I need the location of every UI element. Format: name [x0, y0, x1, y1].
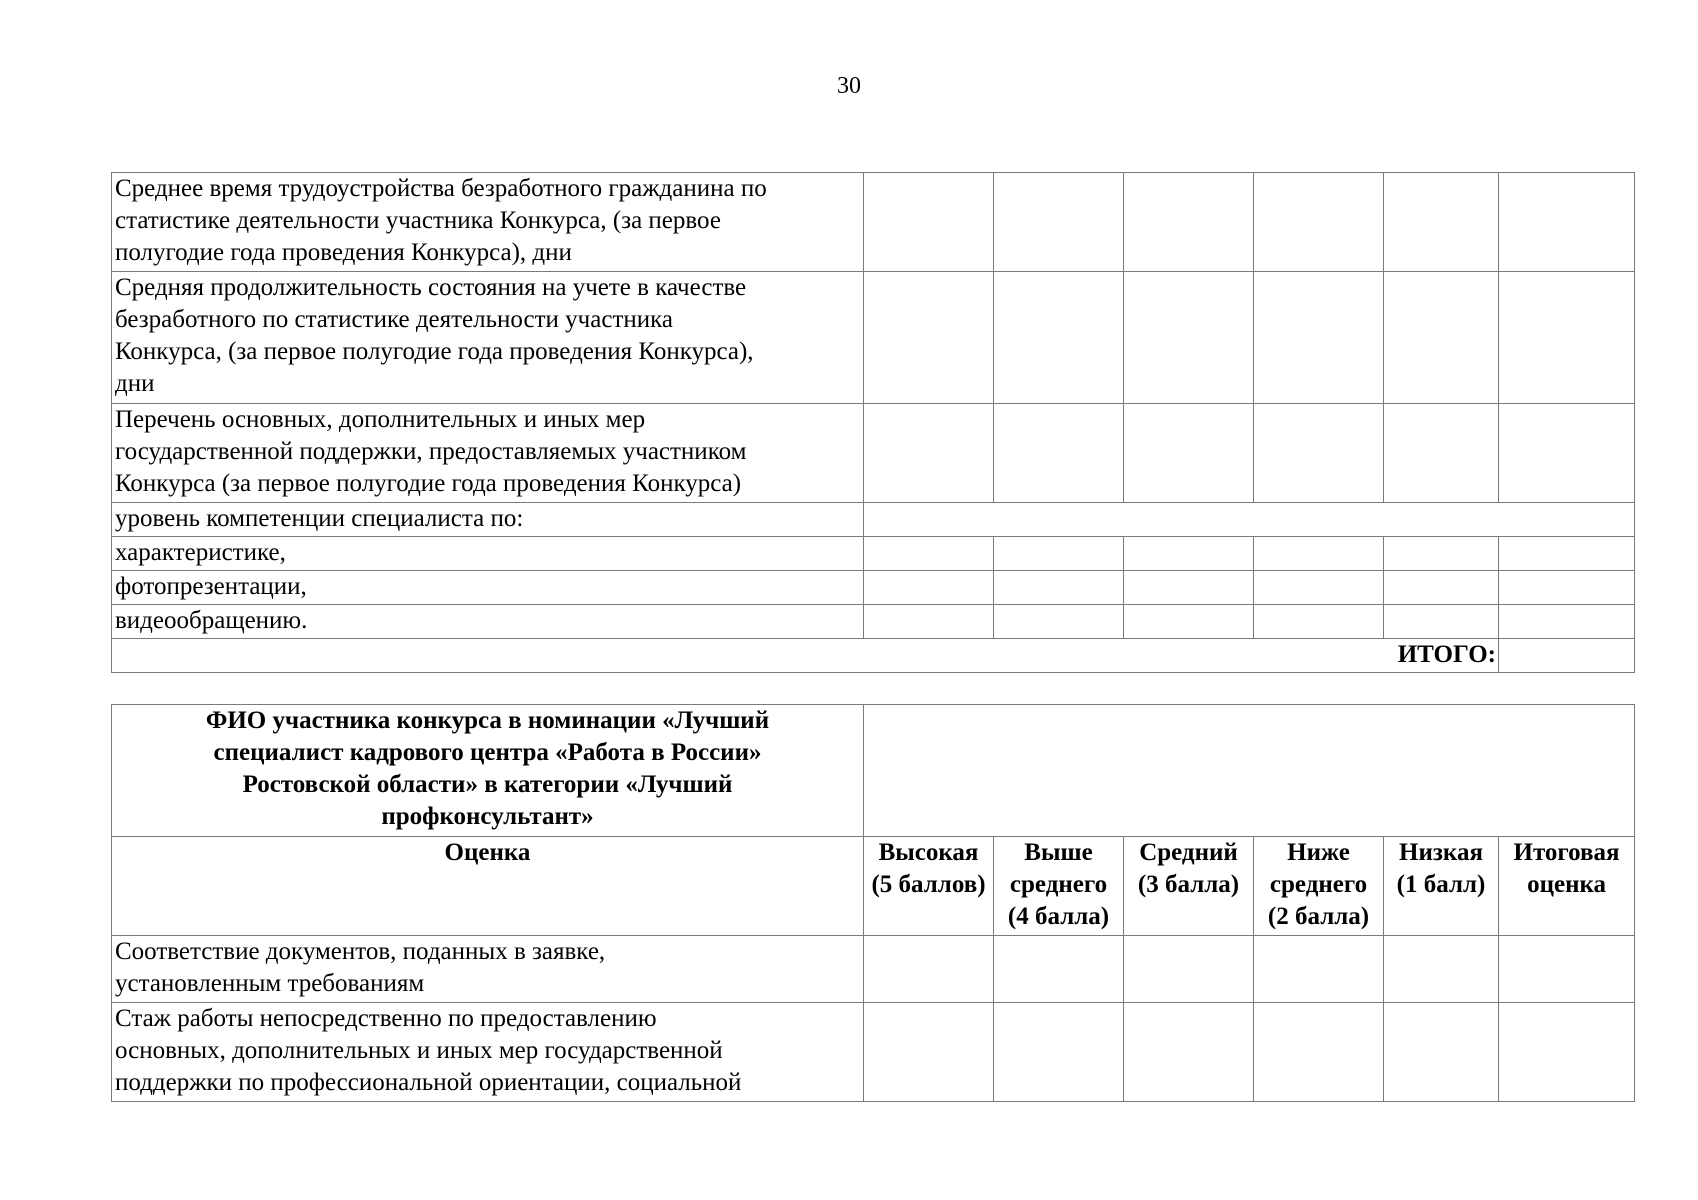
table-row: [112, 605, 1635, 639]
table-row: [112, 537, 1635, 571]
table-row: [112, 404, 1635, 503]
table-header-row: [112, 837, 1635, 936]
score-cell[interactable]: [1254, 605, 1384, 639]
score-cell[interactable]: [1124, 537, 1254, 571]
criterion-cell: Стаж работы непосредственно по предоставлению основных, дополнительных и иных мер государственной поддержки по профессиональной ориентации, социальной: [112, 1003, 864, 1102]
table-row: [112, 639, 1635, 673]
score-cell[interactable]: [994, 272, 1124, 404]
score-cell[interactable]: [994, 404, 1124, 503]
column-header-low: Низкая (1 балл): [1384, 837, 1499, 936]
score-cell[interactable]: [1124, 272, 1254, 404]
score-cell[interactable]: [1384, 537, 1499, 571]
score-cell[interactable]: [994, 936, 1124, 1003]
criterion-cell: Средняя продолжительность состояния на учете в качестве безработного по статистике деятельности участника Конкурса, (за первое полугодие года проведения Конкурса), дни: [112, 272, 864, 404]
score-cell[interactable]: [994, 537, 1124, 571]
column-header-high: Высокая (5 баллов): [864, 837, 994, 936]
total-score-cell[interactable]: [1499, 936, 1635, 1003]
score-cell[interactable]: [1254, 571, 1384, 605]
criterion-cell: Среднее время трудоустройства безработного гражданина по статистике деятельности участника Конкурса, (за первое полугодие года проведения Конкурса), дни: [112, 173, 864, 272]
table-row: [112, 936, 1635, 1003]
total-label: ИТОГО:: [112, 639, 1499, 673]
score-label: Оценка: [112, 837, 864, 936]
table-row: [112, 1003, 1635, 1102]
score-cell[interactable]: [994, 571, 1124, 605]
score-cell[interactable]: [1254, 404, 1384, 503]
criterion-cell: Перечень основных, дополнительных и иных мер государственной поддержки, предоставляемых участником Конкурса (за первое полугодие года проведения Конкурса): [112, 404, 864, 503]
score-cell[interactable]: [1124, 605, 1254, 639]
score-cell[interactable]: [1384, 272, 1499, 404]
score-cell[interactable]: [1254, 173, 1384, 272]
table-row: [112, 571, 1635, 605]
table-row: [112, 173, 1635, 272]
competence-item: видеообращению.: [112, 605, 864, 639]
criterion-cell: Соответствие документов, поданных в заявке, установленным требованиям: [112, 936, 864, 1003]
score-cell[interactable]: [864, 571, 994, 605]
score-cell[interactable]: [1124, 571, 1254, 605]
score-cell[interactable]: [864, 605, 994, 639]
score-cell[interactable]: [1124, 1003, 1254, 1102]
total-score-cell[interactable]: [1499, 173, 1635, 272]
score-cell[interactable]: [1384, 173, 1499, 272]
score-cell[interactable]: [1124, 936, 1254, 1003]
nomination-header: ФИО участника конкурса в номинации «Лучший специалист кадрового центра «Работа в России» Ростовской области» в категории «Лучший профконсультант»: [112, 705, 864, 837]
score-cell[interactable]: [994, 605, 1124, 639]
total-score-cell[interactable]: [1499, 571, 1635, 605]
total-score-cell[interactable]: [1499, 605, 1635, 639]
score-cell[interactable]: [1254, 1003, 1384, 1102]
grand-total-cell[interactable]: [1499, 639, 1635, 673]
score-cell[interactable]: [864, 404, 994, 503]
score-cell[interactable]: [1254, 272, 1384, 404]
column-header-above-average: Выше среднего (4 балла): [994, 837, 1124, 936]
score-cell[interactable]: [1254, 936, 1384, 1003]
competence-label: уровень компетенции специалиста по:: [112, 503, 864, 537]
empty-merged-cell: [864, 503, 1635, 537]
score-cell[interactable]: [1384, 1003, 1499, 1102]
table-row: [112, 503, 1635, 537]
evaluation-table-2: [111, 704, 1635, 1102]
participant-name-cell[interactable]: [864, 705, 1635, 837]
score-cell[interactable]: [864, 537, 994, 571]
competence-item: фотопрезентации,: [112, 571, 864, 605]
score-cell[interactable]: [864, 272, 994, 404]
total-score-cell[interactable]: [1499, 537, 1635, 571]
evaluation-table-1: [111, 172, 1635, 673]
score-cell[interactable]: [1124, 404, 1254, 503]
table-row: [112, 272, 1635, 404]
score-cell[interactable]: [994, 1003, 1124, 1102]
score-cell[interactable]: [1384, 605, 1499, 639]
score-cell[interactable]: [1384, 571, 1499, 605]
table-row: [112, 705, 1635, 837]
score-cell[interactable]: [994, 173, 1124, 272]
page-number: 30: [837, 73, 861, 99]
score-cell[interactable]: [864, 173, 994, 272]
score-cell[interactable]: [1254, 537, 1384, 571]
score-cell[interactable]: [1384, 936, 1499, 1003]
score-cell[interactable]: [864, 936, 994, 1003]
total-score-cell[interactable]: [1499, 272, 1635, 404]
score-cell[interactable]: [864, 1003, 994, 1102]
total-score-cell[interactable]: [1499, 404, 1635, 503]
column-header-average: Средний (3 балла): [1124, 837, 1254, 936]
score-cell[interactable]: [1384, 404, 1499, 503]
competence-item: характеристике,: [112, 537, 864, 571]
total-score-cell[interactable]: [1499, 1003, 1635, 1102]
score-cell[interactable]: [1124, 173, 1254, 272]
column-header-final-score: Итоговая оценка: [1499, 837, 1635, 936]
column-header-below-average: Ниже среднего (2 балла): [1254, 837, 1384, 936]
